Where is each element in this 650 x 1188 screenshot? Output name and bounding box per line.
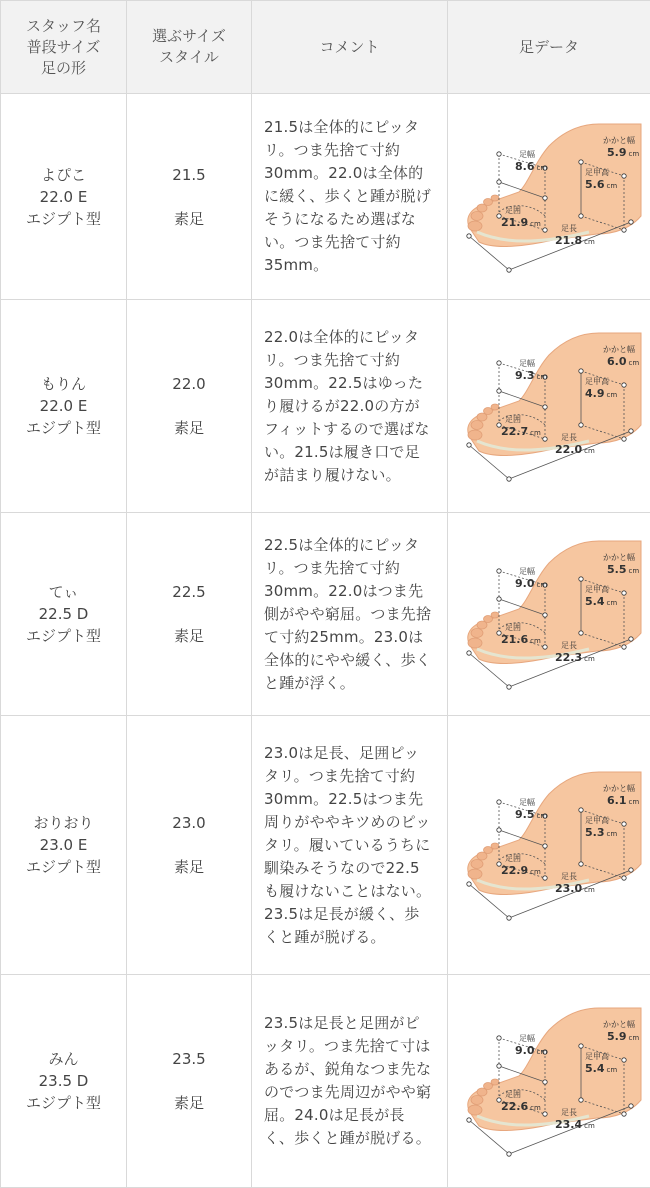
chosen-size: 22.5 — [127, 581, 251, 603]
foot-diagram — [449, 996, 649, 1166]
heel-width-number: 6.1 — [607, 794, 627, 807]
heel-width-value — [607, 356, 639, 369]
staff-name: おりおり — [1, 812, 126, 834]
length-label: 足長 — [561, 1108, 577, 1118]
instep-unit: cm — [607, 1066, 618, 1074]
width-number: 9.0 — [515, 577, 535, 590]
heel-width-unit: cm — [629, 1034, 640, 1042]
header-size — [127, 1, 252, 94]
heel-width-unit: cm — [629, 150, 640, 158]
instep-unit: cm — [607, 391, 618, 399]
girth-unit: cm — [530, 637, 541, 645]
foot-diagram — [449, 529, 649, 699]
instep-unit: cm — [607, 830, 618, 838]
length-label: 足長 — [561, 872, 577, 882]
size-cell — [127, 94, 252, 300]
comment-cell: 22.5は全体的にピッタリ。つま先捨て寸約30mm。22.0はつま先側がやや窮屈。つま先捨て寸約25mm。23.0は全体的にやや緩く、歩くと踵が浮く。 — [252, 513, 448, 716]
chosen-size: 23.0 — [127, 812, 251, 834]
size-cell — [127, 513, 252, 716]
header-foot-data: 足データ — [448, 1, 650, 94]
instep-label: 足甲高 — [585, 168, 609, 178]
length-unit: cm — [584, 886, 595, 894]
length-value — [555, 235, 595, 248]
usual-size: 22.0 E — [1, 186, 126, 208]
header-size-line2: スタイル — [127, 47, 251, 68]
foot-shape: エジプト型 — [1, 1092, 126, 1114]
instep-label: 足甲高 — [585, 1052, 609, 1062]
heel-width-label: かかと幅 — [603, 784, 635, 794]
foot-data-cell — [448, 975, 650, 1188]
header-staff — [1, 1, 127, 94]
instep-number: 5.3 — [585, 826, 605, 839]
comment-cell: 21.5は全体的にピッタリ。つま先捨て寸約30mm。22.0は全体的に緩く、歩くと踵が脱げそうになるため選ばない。つま先捨て寸約35mm。 — [252, 94, 448, 300]
girth-unit: cm — [530, 429, 541, 437]
length-number: 22.0 — [555, 443, 582, 456]
width-number: 8.6 — [515, 160, 535, 173]
girth-label: 足囲 — [505, 415, 521, 425]
heel-width-value — [607, 564, 639, 577]
length-unit: cm — [584, 447, 595, 455]
length-value — [555, 652, 595, 665]
instep-number: 5.4 — [585, 595, 605, 608]
heel-width-label: かかと幅 — [603, 553, 635, 563]
size-cell — [127, 975, 252, 1188]
girth-value — [501, 217, 541, 230]
length-number: 23.0 — [555, 882, 582, 895]
heel-width-number: 5.5 — [607, 563, 627, 576]
heel-width-number: 5.9 — [607, 1030, 627, 1043]
foot-shape: エジプト型 — [1, 856, 126, 878]
instep-number: 4.9 — [585, 387, 605, 400]
width-value — [515, 1045, 547, 1058]
length-value — [555, 883, 595, 896]
width-value — [515, 809, 547, 822]
table-row — [1, 513, 650, 716]
size-cell — [127, 300, 252, 513]
foot-diagram — [449, 760, 649, 930]
staff-cell — [1, 94, 127, 300]
width-value — [515, 370, 547, 383]
girth-label: 足囲 — [505, 623, 521, 633]
usual-size: 22.5 D — [1, 603, 126, 625]
heel-width-label: かかと幅 — [603, 345, 635, 355]
width-value — [515, 161, 547, 174]
instep-label: 足甲高 — [585, 585, 609, 595]
width-unit: cm — [537, 373, 548, 381]
length-label: 足長 — [561, 224, 577, 234]
comment-cell: 23.5は足長と足囲がピッタリ。つま先捨て寸はあるが、鋭角なつま先なのでつま先周辺がやや窮屈。24.0は足長が長く、歩くと踵が脱げる。 — [252, 975, 448, 1188]
table-header-row — [1, 1, 650, 94]
staff-cell — [1, 716, 127, 975]
style-label: 素足 — [174, 627, 204, 645]
table-row — [1, 716, 650, 975]
width-number: 9.3 — [515, 369, 535, 382]
width-label: 足幅 — [519, 359, 535, 369]
instep-unit: cm — [607, 182, 618, 190]
instep-label: 足甲高 — [585, 377, 609, 387]
heel-width-unit: cm — [629, 359, 640, 367]
staff-name: てぃ — [1, 581, 126, 603]
style-label: 素足 — [174, 858, 204, 876]
chosen-size: 22.0 — [127, 373, 251, 395]
length-unit: cm — [584, 1122, 595, 1130]
table-row — [1, 975, 650, 1188]
length-number: 23.4 — [555, 1118, 582, 1131]
staff-cell — [1, 513, 127, 716]
width-label: 足幅 — [519, 1034, 535, 1044]
chosen-size: 23.5 — [127, 1048, 251, 1070]
usual-size: 23.0 E — [1, 834, 126, 856]
staff-name: よぴこ — [1, 164, 126, 186]
comment-cell: 23.0は足長、足囲ピッタリ。つま先捨て寸約30mm。22.5はつま先周りがややキツめのピッタリ。履いているうちに馴染みそうなので22.5も履けないことはない。23.5は足長が緩く、歩くと踵が脱げる。 — [252, 716, 448, 975]
foot-data-cell — [448, 94, 650, 300]
foot-shape: エジプト型 — [1, 417, 126, 439]
girth-unit: cm — [530, 1104, 541, 1112]
width-label: 足幅 — [519, 567, 535, 577]
width-number: 9.0 — [515, 1044, 535, 1057]
heel-width-number: 5.9 — [607, 146, 627, 159]
table-row — [1, 94, 650, 300]
heel-width-label: かかと幅 — [603, 1020, 635, 1030]
girth-number: 22.9 — [501, 864, 528, 877]
staff-name: みん — [1, 1048, 126, 1070]
instep-value — [585, 827, 617, 840]
instep-value — [585, 596, 617, 609]
chosen-size: 21.5 — [127, 164, 251, 186]
width-label: 足幅 — [519, 798, 535, 808]
heel-width-unit: cm — [629, 567, 640, 575]
heel-width-value — [607, 1031, 639, 1044]
length-number: 21.8 — [555, 234, 582, 247]
foot-data-cell — [448, 300, 650, 513]
instep-number: 5.4 — [585, 1062, 605, 1075]
usual-size: 23.5 D — [1, 1070, 126, 1092]
length-value — [555, 1119, 595, 1132]
foot-diagram — [449, 112, 649, 282]
width-unit: cm — [537, 812, 548, 820]
girth-value — [501, 426, 541, 439]
staff-cell — [1, 300, 127, 513]
heel-width-unit: cm — [629, 798, 640, 806]
heel-width-label: かかと幅 — [603, 136, 635, 146]
staff-name: もりん — [1, 373, 126, 395]
girth-value — [501, 865, 541, 878]
heel-width-number: 6.0 — [607, 355, 627, 368]
width-value — [515, 578, 547, 591]
instep-unit: cm — [607, 599, 618, 607]
length-value — [555, 444, 595, 457]
length-unit: cm — [584, 655, 595, 663]
width-unit: cm — [537, 581, 548, 589]
girth-number: 22.7 — [501, 425, 528, 438]
comment-cell: 22.0は全体的にピッタリ。つま先捨て寸約30mm。22.5はゆったり履けるが22.0の方がフィットするので選ばない。21.5は履き口で足が詰まり履けない。 — [252, 300, 448, 513]
instep-value — [585, 179, 617, 192]
girth-unit: cm — [530, 220, 541, 228]
heel-width-value — [607, 147, 639, 160]
girth-label: 足囲 — [505, 1090, 521, 1100]
girth-unit: cm — [530, 868, 541, 876]
header-size-line1: 選ぶサイズ — [127, 26, 251, 47]
style-label: 素足 — [174, 1094, 204, 1112]
instep-value — [585, 1063, 617, 1076]
length-number: 22.3 — [555, 651, 582, 664]
width-unit: cm — [537, 1048, 548, 1056]
staff-cell — [1, 975, 127, 1188]
length-unit: cm — [584, 238, 595, 246]
girth-number: 21.6 — [501, 633, 528, 646]
foot-shape: エジプト型 — [1, 625, 126, 647]
size-cell — [127, 716, 252, 975]
girth-label: 足囲 — [505, 854, 521, 864]
width-unit: cm — [537, 164, 548, 172]
header-staff-line1: スタッフ名 — [1, 16, 126, 37]
instep-label: 足甲高 — [585, 816, 609, 826]
girth-value — [501, 1101, 541, 1114]
foot-data-cell — [448, 716, 650, 975]
length-label: 足長 — [561, 433, 577, 443]
style-label: 素足 — [174, 419, 204, 437]
table-row — [1, 300, 650, 513]
foot-shape: エジプト型 — [1, 208, 126, 230]
heel-width-value — [607, 795, 639, 808]
header-comment: コメント — [252, 1, 448, 94]
usual-size: 22.0 E — [1, 395, 126, 417]
width-number: 9.5 — [515, 808, 535, 821]
girth-number: 22.6 — [501, 1100, 528, 1113]
foot-diagram — [449, 321, 649, 491]
width-label: 足幅 — [519, 150, 535, 160]
header-staff-line3: 足の形 — [1, 58, 126, 79]
girth-label: 足囲 — [505, 206, 521, 216]
instep-value — [585, 388, 617, 401]
instep-number: 5.6 — [585, 178, 605, 191]
girth-number: 21.9 — [501, 216, 528, 229]
girth-value — [501, 634, 541, 647]
foot-data-cell — [448, 513, 650, 716]
length-label: 足長 — [561, 641, 577, 651]
header-staff-line2: 普段サイズ — [1, 37, 126, 58]
style-label: 素足 — [174, 210, 204, 228]
